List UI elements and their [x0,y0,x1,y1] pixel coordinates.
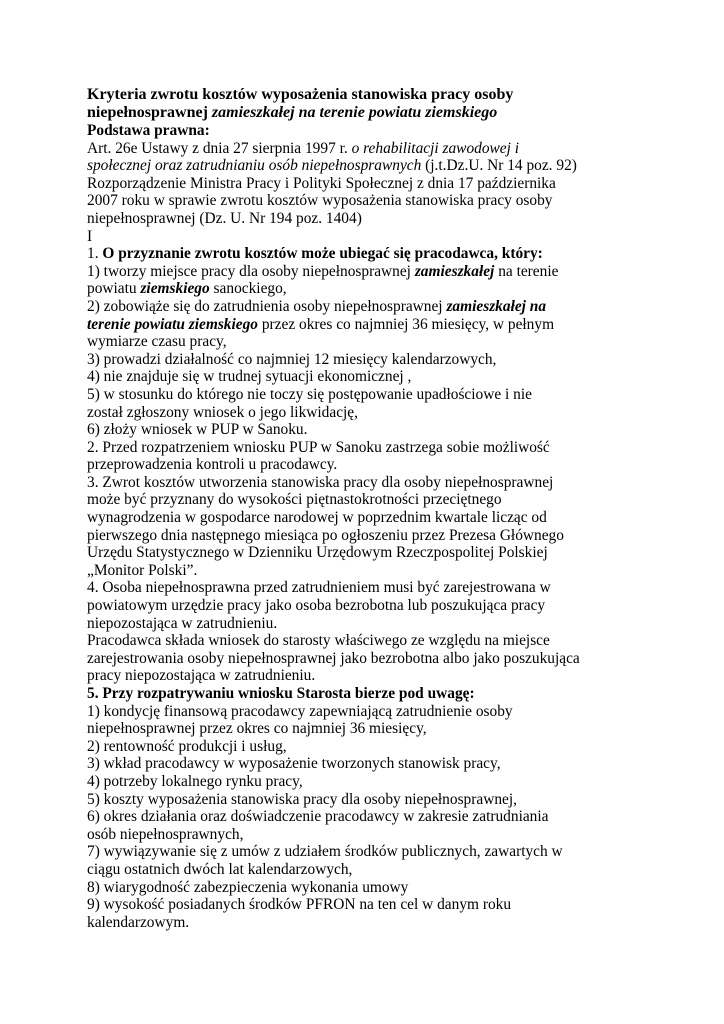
text-line [87,914,647,932]
text-line [87,333,647,351]
document-page [87,86,647,931]
text-line [87,386,647,404]
document-body [87,122,647,931]
text-run: Podstawa prawna: [87,122,210,139]
text-run: pierwszego dnia następnego miesiąca po ogłoszeniu przez Prezesa Głównego [87,526,564,544]
text-line [87,298,647,316]
text-line [87,773,647,791]
text-run: osób niepełnosprawnych, [87,825,244,843]
text-run: na terenie [494,262,559,280]
text-line [87,263,647,281]
text-run: niepełnosprawnej (Dz. U. Nr 194 poz. 1404) [87,209,362,227]
text-run: ziemskiego [140,280,210,298]
document-title [87,86,647,122]
text-run: 5) w stosunku do którego nie toczy się postępowanie upadłościowe i nie [87,385,532,403]
text-run: 4. Osoba niepełnosprawna przed zatrudnieniem musi być zarejestrowana w [87,579,551,597]
text-run: społecznej oraz zatrudnianiu osób niepełnosprawnych [87,157,422,175]
text-run: zamieszkałej na terenie powiatu ziemskiego [211,104,498,121]
text-run: 2) zobowiąże się do zatrudnienia osoby niepełnosprawnej [87,297,447,315]
text-line [87,650,647,668]
text-run: może być przyznany do wysokości piętnastokrotności przeciętnego [87,491,502,509]
text-run: przeprowadzenia kontroli u pracodawcy. [87,456,338,474]
text-line [87,368,647,386]
text-line [87,157,647,175]
text-run: 5) koszty wyposażenia stanowiska pracy dla osoby niepełnosprawnej, [87,790,517,808]
text-run: 1) kondycję finansową pracodawcy zapewniającą zatrudnienie osoby [87,702,513,720]
title-line [87,86,647,104]
text-line [87,210,647,228]
text-line [87,562,647,580]
text-line [87,245,647,263]
text-run: kalendarzowym. [87,913,190,931]
text-line [87,896,647,914]
text-line [87,879,647,897]
text-line [87,474,647,492]
text-run: przez okres co najmniej 36 miesięcy, w pełnym [258,315,555,333]
text-run: niepełnosprawnej przez okres co najmniej 36 miesięcy, [87,720,427,738]
text-run: pracy niepozostająca w zatrudnieniu. [87,667,316,685]
text-run: 3) prowadzi działalność co najmniej 12 miesięcy kalendarzowych, [87,350,497,368]
text-line [87,351,647,369]
text-run: 4) nie znajduje się w trudnej sytuacji ekonomicznej , [87,368,412,386]
text-line [87,843,647,861]
text-run: 9) wysokość posiadanych środków PFRON na ten cel w danym roku [87,896,512,914]
text-run: terenie powiatu ziemskiego [87,315,259,333]
text-run: (j.t.Dz.U. Nr 14 poz. 92) [421,157,577,175]
text-run: 5. Przy rozpatrywaniu wniosku Starosta bierze pod uwagę: [87,685,475,702]
text-run: 3) wkład pracodawcy w wyposażenie tworzonych stanowisk pracy, [87,755,501,773]
text-run: zamieszkałej na [446,297,547,315]
text-run: „Monitor Polski”. [87,561,198,579]
text-line [87,175,647,193]
text-line [87,527,647,545]
text-line [87,439,647,457]
text-run: 3. Zwrot kosztów utworzenia stanowiska pracy dla osoby niepełnosprawnej [87,473,554,491]
text-run: powiatu [87,280,141,298]
text-run: wynagrodzenia w gospodarce narodowej w poprzednim kwartale licząc od [87,509,547,527]
text-line [87,738,647,756]
text-run: ciągu ostatnich dwóch lat kalendarzowych, [87,860,353,878]
text-run: niepozostająca w zatrudnieniu. [87,614,278,632]
text-run: 4) potrzeby lokalnego rynku pracy, [87,772,303,790]
text-line [87,808,647,826]
text-line [87,667,647,685]
text-line [87,228,647,246]
text-line [87,192,647,210]
text-line [87,720,647,738]
text-line [87,632,647,650]
text-run: Pracodawca składa wniosek do starosty właściwego ze względu na miejsce [87,632,550,650]
text-run: I [87,227,93,245]
text-run: Urzędu Statystycznego w Dzienniku Urzędowym Rzeczpospolitej Polskiej [87,544,548,562]
text-line [87,280,647,298]
text-line [87,597,647,615]
text-run: powiatowym urzędzie pracy jako osoba bezrobotna lub poszukująca pracy [87,597,546,615]
text-run: 6) okres działania oraz doświadczenie pracodawcy w zakresie zatrudniania [87,808,549,826]
text-run: zamieszkałej [414,262,495,280]
text-run: 8) wiarygodność zabezpieczenia wykonania umowy [87,878,409,896]
text-run: 1. [87,245,103,263]
text-run: 2007 roku w sprawie zwrotu kosztów wyposażenia stanowiska pracy osoby [87,192,553,210]
text-line [87,421,647,439]
text-line [87,509,647,527]
title-line [87,104,647,122]
text-line [87,579,647,597]
text-run: Kryteria zwrotu kosztów wyposażenia stanowiska pracy osoby [87,86,514,103]
text-run: 1) tworzy miejsce pracy dla osoby niepełnosprawnej [87,262,415,280]
text-line [87,456,647,474]
text-line [87,685,647,703]
text-line [87,755,647,773]
text-line [87,544,647,562]
text-line [87,615,647,633]
text-line [87,491,647,509]
text-run: o rehabilitacji zawodowej i [351,139,520,157]
text-run: sanockiego, [209,280,287,298]
text-line [87,826,647,844]
text-run: wymiarze czasu pracy, [87,333,227,351]
text-line [87,703,647,721]
text-run: 2) rentowność produkcji i usług, [87,737,287,755]
text-run: Rozporządzenie Ministra Pracy i Polityki Społecznej z dnia 17 października [87,174,556,192]
text-line [87,404,647,422]
text-run: zarejestrowania osoby niepełnosprawnej jako bezrobotna albo jako poszukująca [87,649,580,667]
text-line [87,316,647,334]
text-run: 2. Przed rozpatrzeniem wniosku PUP w Sanoku zastrzega sobie możliwość [87,438,550,456]
text-line [87,140,647,158]
text-run: O przyznanie zwrotu kosztów może ubiegać się pracodawca, który: [102,245,543,263]
text-line [87,122,647,140]
text-run: Art. 26e Ustawy z dnia 27 sierpnia 1997 r. [87,139,352,157]
text-line [87,791,647,809]
text-line [87,861,647,879]
text-run: 7) wywiązywanie się z umów z udziałem środków publicznych, zawartych w [87,843,563,861]
text-run: został zgłoszony wniosek o jego likwidację, [87,403,358,421]
text-run: 6) złoży wniosek w PUP w Sanoku. [87,421,308,439]
text-run: niepełnosprawnej [87,104,212,121]
